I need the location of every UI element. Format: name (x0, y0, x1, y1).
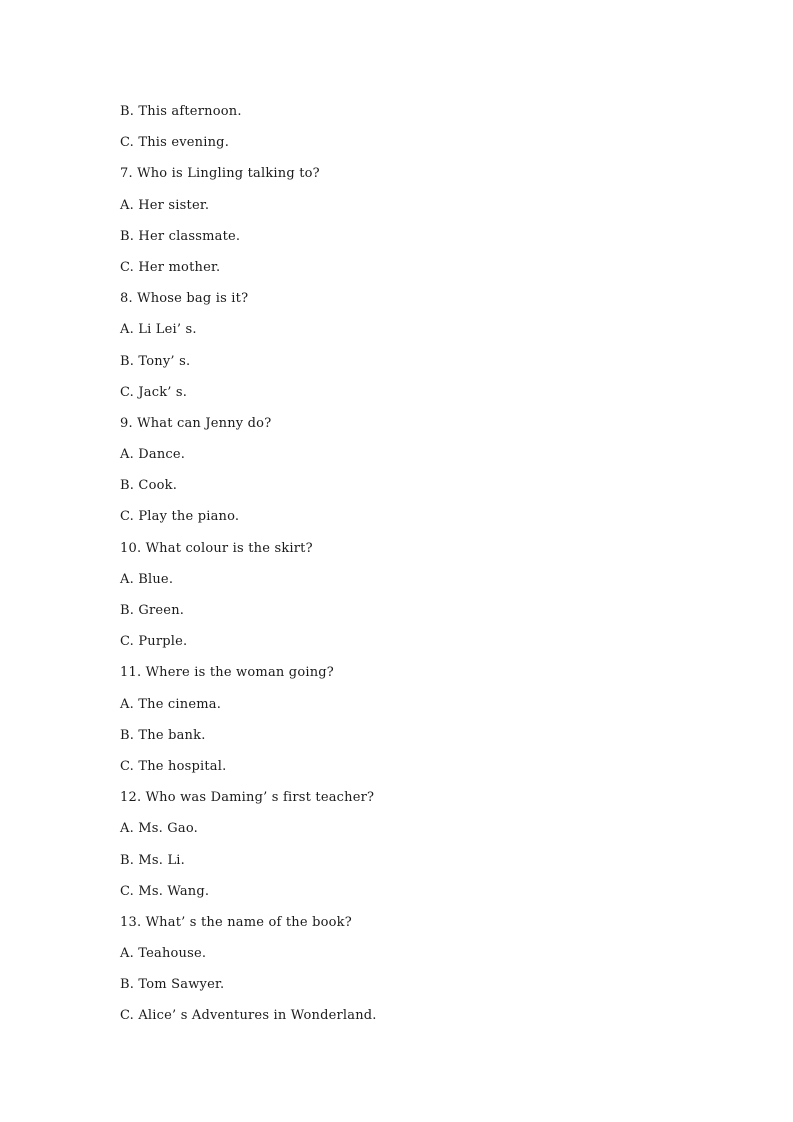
option-text: A. Her sister. (120, 197, 210, 213)
question-text: 8. Whose bag is it? (120, 291, 249, 307)
option-text: C. The hospital. (120, 758, 227, 774)
question-text: 7. Who is Lingling talking to? (120, 166, 320, 182)
option-text: C. Alice’ s Adventures in Wonderland. (120, 1008, 377, 1024)
option-text: A. Blue. (120, 571, 174, 587)
question-text: 13. What’ s the name of the book? (120, 914, 352, 930)
option-text: C. Play the piano. (120, 509, 240, 525)
question-text: 12. Who was Daming’ s first teacher? (120, 790, 375, 806)
option-text: C. Purple. (120, 634, 188, 650)
question-text: 11. Where is the woman going? (120, 665, 334, 681)
option-text: A. Dance. (120, 447, 186, 463)
option-text: B. This afternoon. (120, 104, 242, 119)
option-text: A. Li Lei’ s. (120, 322, 197, 338)
option-text: C. This evening. (120, 135, 230, 151)
option-text: C. Ms. Wang. (120, 883, 210, 899)
option-text: B. Her classmate. (120, 228, 241, 244)
question-text: 10. What colour is the skirt? (120, 540, 313, 556)
option-text: B. Tom Sawyer. (120, 977, 225, 993)
option-text: A. The cinema. (120, 696, 222, 712)
option-text: B. The bank. (120, 727, 206, 743)
option-text: B. Cook. (120, 478, 178, 494)
option-text: A. Ms. Gao. (120, 821, 198, 837)
option-text: B. Ms. Li. (120, 852, 185, 868)
question-list (120, 102, 720, 1038)
question-text: 9. What can Jenny do? (120, 415, 272, 431)
option-text: A. Teahouse. (120, 946, 207, 962)
option-text: C. Her mother. (120, 259, 221, 275)
option-text: B. Green. (120, 603, 185, 618)
option-text: B. Tony’ s. (120, 353, 191, 369)
option-text: C. Jack’ s. (120, 384, 188, 400)
